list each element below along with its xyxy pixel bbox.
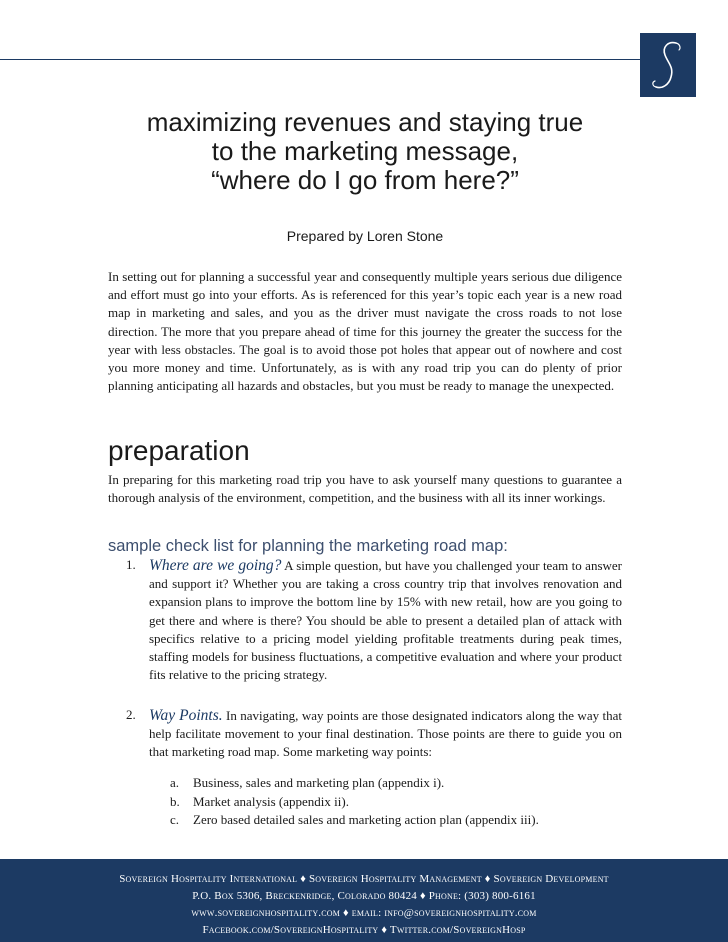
preparation-paragraph: In preparing for this marketing road trip you have to ask yourself many questions to guarantee a thorough analysis of the environment, competition, and the business with all its inner workings. (108, 472, 622, 506)
footer-companies: Sovereign Hospitality International ♦ Sovereign Hospitality Management ♦ Sovereign Development (119, 873, 609, 885)
checklist-heading: sample check list for planning the marketing road map: (108, 537, 508, 555)
sub-list-item (170, 811, 630, 830)
header-rule (0, 59, 640, 60)
footer (0, 859, 728, 942)
title-line-2: to the marketing message, (211, 136, 519, 166)
list-item-lead: Where are we going? (149, 557, 282, 574)
list-item-body (149, 557, 622, 684)
sub-list-text: Business, sales and marketing plan (appendix i). (193, 775, 445, 790)
intro-paragraph: In setting out for planning a successful year and consequently multiple years serious due diligence and effort must go into your efforts. As is referenced for this year’s topic each year is a new road map in marketing and sales, and you as the driver must navigate the cross roads to not lose direction. The more that you prepare ahead of time for this journey the greater the success for the year with less obstacles. The goal is to avoid those pot holes that appear out of nowhere and cost you more money and time. Unfortunately, as is with any road trip you can do plenty of prior planning anticipating all hazards and obstacles, but you must be ready to manage the unexpected. (108, 269, 622, 394)
section-heading-preparation: preparation (108, 435, 250, 466)
footer-address: P.O. Box 5306, Breckenridge, Colorado 80424 ♦ Phone: (303) 800-6161 (192, 890, 536, 902)
sub-list-letter: c. (170, 812, 180, 827)
sub-list-text: Zero based detailed sales and marketing action plan (appendix iii). (193, 812, 539, 827)
list-item-text: In navigating, way points are those designated indicators along the way that help facilitate movement to your final destination. Those points are there to guide you on that marketing road map. Some marketing way points: (149, 708, 622, 760)
sub-list-letter: b. (170, 793, 180, 809)
title-line-3: “where do I go from here?” (211, 165, 519, 195)
title-line-1: maximizing revenues and staying true (146, 107, 584, 137)
page-title (60, 108, 670, 195)
sub-list-letter: a. (170, 775, 180, 790)
footer-social: Facebook.com/SovereignHospitality ♦ Twitter.com/SovereignHosp (202, 924, 526, 936)
footer-contact: www.sovereignhospitality.com ♦ email: info@sovereignhospitality.com (191, 907, 537, 919)
list-item-lead: Way Points. (149, 707, 223, 724)
sub-list-item (170, 793, 630, 812)
sub-list-item (170, 774, 630, 793)
byline: Prepared by Loren Stone (286, 228, 444, 244)
sovereign-s-logo-icon (640, 33, 696, 97)
way-points-list (170, 774, 630, 830)
list-item-number: 1. (126, 557, 136, 572)
list-item-body (149, 707, 622, 762)
list-item-text: A simple question, but have you challenged your team to answer and support it? Whether you are taking a cross country trip that involves renovation and expansion plans to improve the bottom line by 15% with new retail, how are you going to get there and where is there? You should be able to present a detailed plan of attack with specifics relative to a pricing model yielding profitable treatments during peak times, staffing models for business fluctuations, a competitive evaluation and where your product fits relative to the pricing strategy. (149, 558, 622, 683)
list-item-number: 2. (126, 707, 136, 722)
sub-list-text: Market analysis (appendix ii). (193, 793, 349, 809)
